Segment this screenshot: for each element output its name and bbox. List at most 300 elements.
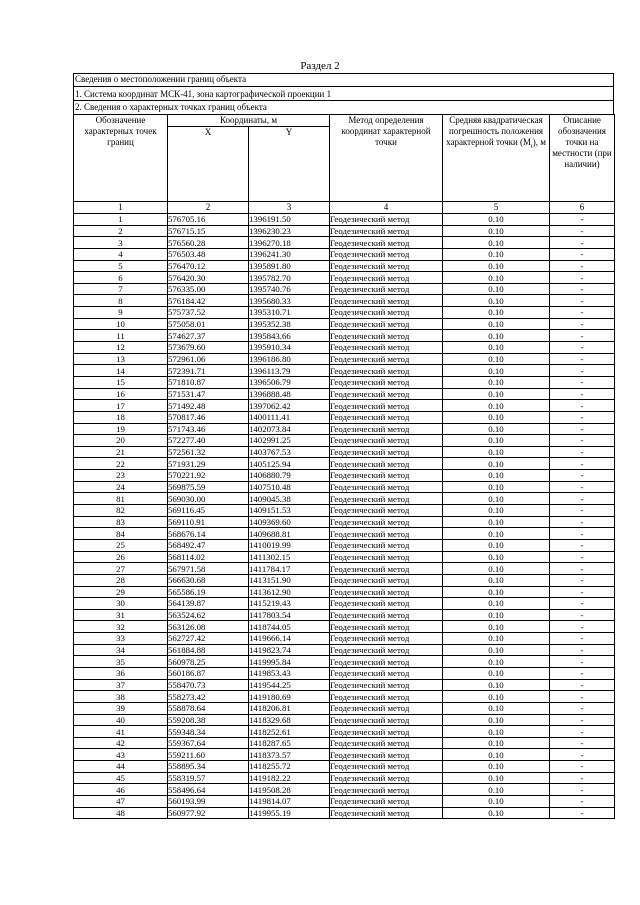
x-coordinate-cell: 560186.87: [168, 667, 249, 679]
table-row: [74, 574, 615, 586]
point-id-cell: 35: [74, 656, 168, 668]
y-coordinate-cell: 1397062.42: [249, 400, 330, 412]
method-cell: Геодезический метод: [330, 551, 443, 563]
method-cell: Геодезический метод: [330, 307, 443, 319]
x-coordinate-cell: 568114.02: [168, 551, 249, 563]
method-cell: Геодезический метод: [330, 376, 443, 388]
x-coordinate-cell: 576715.15: [168, 225, 249, 237]
y-coordinate-cell: 1418744.05: [249, 621, 330, 633]
error-cell: 0.10: [443, 656, 550, 668]
x-coordinate-cell: 576560.28: [168, 237, 249, 249]
table-row: [74, 796, 615, 808]
x-coordinate-cell: 576184.42: [168, 295, 249, 307]
table-row: [74, 633, 615, 645]
point-id-cell: 8: [74, 295, 168, 307]
error-cell: 0.10: [443, 493, 550, 505]
x-coordinate-cell: 574627.37: [168, 330, 249, 342]
table-row: [74, 516, 615, 528]
error-cell: 0.10: [443, 609, 550, 621]
error-cell: 0.10: [443, 563, 550, 575]
y-coordinate-cell: 1395740.76: [249, 283, 330, 295]
table-row: [74, 446, 615, 458]
description-cell: -: [550, 516, 615, 528]
y-coordinate-cell: 1395680.33: [249, 295, 330, 307]
point-id-cell: 32: [74, 621, 168, 633]
error-cell: 0.10: [443, 365, 550, 377]
description-cell: -: [550, 551, 615, 563]
x-coordinate-cell: 575058.01: [168, 318, 249, 330]
description-cell: -: [550, 446, 615, 458]
error-cell: 0.10: [443, 388, 550, 400]
error-header-text: Средняя квадратическая погрешность положения характерной точки (M: [446, 115, 544, 147]
method-cell: Геодезический метод: [330, 667, 443, 679]
error-cell: 0.10: [443, 644, 550, 656]
x-coordinate-cell: 558878.64: [168, 702, 249, 714]
description-cell: -: [550, 214, 615, 226]
y-coordinate-cell: 1409151.53: [249, 505, 330, 517]
table-row: [74, 598, 615, 610]
description-cell: -: [550, 458, 615, 470]
x-coordinate-cell: 572391.71: [168, 365, 249, 377]
table-row: [74, 214, 615, 226]
description-cell: -: [550, 633, 615, 645]
x-coordinate-cell: 559367.64: [168, 737, 249, 749]
point-id-cell: 3: [74, 237, 168, 249]
method-cell: Геодезический метод: [330, 633, 443, 645]
table-row: [74, 772, 615, 784]
y-coordinate-cell: 1396241.30: [249, 248, 330, 260]
error-cell: 0.10: [443, 761, 550, 773]
y-coordinate-cell: 1417803.54: [249, 609, 330, 621]
method-cell: Геодезический метод: [330, 365, 443, 377]
y-coordinate-cell: 1395352.38: [249, 318, 330, 330]
method-cell: Геодезический метод: [330, 539, 443, 551]
table-row: [74, 260, 615, 272]
table-row: [74, 307, 615, 319]
table-row: [74, 225, 615, 237]
point-id-cell: 81: [74, 493, 168, 505]
method-cell: Геодезический метод: [330, 248, 443, 260]
x-coordinate-cell: 573679.60: [168, 342, 249, 354]
x-coordinate-cell: 560978.25: [168, 656, 249, 668]
x-coordinate-cell: 576335.00: [168, 283, 249, 295]
method-cell: Геодезический метод: [330, 388, 443, 400]
error-cell: 0.10: [443, 481, 550, 493]
method-cell: Геодезический метод: [330, 691, 443, 703]
x-coordinate-cell: 558895.34: [168, 761, 249, 773]
error-cell: 0.10: [443, 726, 550, 738]
table-row: [74, 586, 615, 598]
point-id-cell: 20: [74, 435, 168, 447]
y-coordinate-cell: 1413612.90: [249, 586, 330, 598]
error-cell: 0.10: [443, 679, 550, 691]
x-coordinate-cell: 569875.59: [168, 481, 249, 493]
error-cell: 0.10: [443, 702, 550, 714]
point-id-cell: 42: [74, 737, 168, 749]
method-cell: Геодезический метод: [330, 505, 443, 517]
description-cell: -: [550, 307, 615, 319]
error-cell: 0.10: [443, 283, 550, 295]
error-cell: 0.10: [443, 214, 550, 226]
x-coordinate-cell: 558319.57: [168, 772, 249, 784]
col-number: 4: [330, 202, 443, 214]
x-coordinate-cell: 570221.92: [168, 470, 249, 482]
error-cell: 0.10: [443, 667, 550, 679]
method-cell: Геодезический метод: [330, 260, 443, 272]
y-coordinate-cell: 1411784.17: [249, 563, 330, 575]
method-cell: Геодезический метод: [330, 772, 443, 784]
x-coordinate-cell: 568492.47: [168, 539, 249, 551]
table-row: [74, 283, 615, 295]
col-number: 1: [74, 202, 168, 214]
description-cell: -: [550, 376, 615, 388]
y-coordinate-cell: 1395310.71: [249, 307, 330, 319]
y-coordinate-cell: 1418206.81: [249, 702, 330, 714]
description-cell: -: [550, 726, 615, 738]
error-cell: 0.10: [443, 807, 550, 819]
x-coordinate-cell: 559348.34: [168, 726, 249, 738]
y-coordinate-cell: 1418287.65: [249, 737, 330, 749]
table-row: [74, 737, 615, 749]
method-cell: Геодезический метод: [330, 516, 443, 528]
header-coordinate-system: 1. Система координат МСК-41, зона картографической проекции 1: [73, 86, 614, 100]
table-row: [74, 691, 615, 703]
error-cell: 0.10: [443, 574, 550, 586]
x-coordinate-cell: 572277.40: [168, 435, 249, 447]
error-cell: 0.10: [443, 505, 550, 517]
error-cell: 0.10: [443, 796, 550, 808]
y-coordinate-cell: 1400111.41: [249, 411, 330, 423]
method-cell: Геодезический метод: [330, 481, 443, 493]
y-coordinate-cell: 1419995.84: [249, 656, 330, 668]
error-cell: 0.10: [443, 237, 550, 249]
table-row: [74, 365, 615, 377]
point-id-cell: 34: [74, 644, 168, 656]
table-row: [74, 726, 615, 738]
point-id-cell: 21: [74, 446, 168, 458]
description-cell: -: [550, 679, 615, 691]
point-id-cell: 5: [74, 260, 168, 272]
description-cell: -: [550, 563, 615, 575]
x-coordinate-cell: 560977.92: [168, 807, 249, 819]
method-cell: Геодезический метод: [330, 586, 443, 598]
method-cell: Геодезический метод: [330, 598, 443, 610]
x-coordinate-cell: 571531.47: [168, 388, 249, 400]
error-cell: 0.10: [443, 539, 550, 551]
table-row: [74, 667, 615, 679]
table-row: [74, 528, 615, 540]
x-coordinate-cell: 571743.46: [168, 423, 249, 435]
table-row: [74, 563, 615, 575]
point-id-cell: 17: [74, 400, 168, 412]
header-characteristic-points: 2. Сведения о характерных точках границ объекта: [73, 100, 614, 114]
table-row: [74, 749, 615, 761]
y-coordinate-cell: 1419508.28: [249, 784, 330, 796]
point-id-cell: 45: [74, 772, 168, 784]
header-boundary-info: Сведения о местоположении границ объекта: [73, 73, 614, 86]
description-cell: -: [550, 283, 615, 295]
point-id-cell: 10: [74, 318, 168, 330]
table-row: [74, 784, 615, 796]
table-row: [74, 609, 615, 621]
table-row: [74, 295, 615, 307]
point-id-cell: 36: [74, 667, 168, 679]
col-coordinates-header: Координаты, м: [168, 115, 330, 127]
y-coordinate-cell: 1396506.79: [249, 376, 330, 388]
method-cell: Геодезический метод: [330, 737, 443, 749]
col-number: 5: [443, 202, 550, 214]
table-row: [74, 807, 615, 819]
x-coordinate-cell: 571810.87: [168, 376, 249, 388]
method-cell: Геодезический метод: [330, 574, 443, 586]
table-row: [74, 551, 615, 563]
table-row: [74, 411, 615, 423]
error-cell: 0.10: [443, 411, 550, 423]
col-error-header: [443, 115, 550, 202]
error-cell: 0.10: [443, 342, 550, 354]
method-cell: Геодезический метод: [330, 423, 443, 435]
method-cell: Геодезический метод: [330, 726, 443, 738]
point-id-cell: 44: [74, 761, 168, 773]
point-id-cell: 6: [74, 272, 168, 284]
method-cell: Геодезический метод: [330, 353, 443, 365]
description-cell: -: [550, 400, 615, 412]
y-coordinate-cell: 1407510.48: [249, 481, 330, 493]
point-id-cell: 38: [74, 691, 168, 703]
x-coordinate-cell: 563524.62: [168, 609, 249, 621]
description-cell: -: [550, 493, 615, 505]
point-id-cell: 47: [74, 796, 168, 808]
method-cell: Геодезический метод: [330, 342, 443, 354]
description-cell: -: [550, 702, 615, 714]
y-coordinate-cell: 1395891.80: [249, 260, 330, 272]
error-cell: 0.10: [443, 772, 550, 784]
method-cell: Геодезический метод: [330, 493, 443, 505]
col-number: 2: [168, 202, 249, 214]
description-cell: -: [550, 539, 615, 551]
table-row: [74, 493, 615, 505]
col-description-header: Описание обозначения точки на местности (при наличии): [550, 115, 615, 202]
y-coordinate-cell: 1418373.57: [249, 749, 330, 761]
y-coordinate-cell: 1396191.50: [249, 214, 330, 226]
y-coordinate-cell: 1418255.72: [249, 761, 330, 773]
x-coordinate-cell: 571492.48: [168, 400, 249, 412]
y-coordinate-cell: 1396113.79: [249, 365, 330, 377]
method-cell: Геодезический метод: [330, 458, 443, 470]
y-coordinate-cell: 1396270.18: [249, 237, 330, 249]
table-row: [74, 272, 615, 284]
method-cell: Геодезический метод: [330, 400, 443, 412]
point-id-cell: 26: [74, 551, 168, 563]
table-row: [74, 342, 615, 354]
method-cell: Геодезический метод: [330, 318, 443, 330]
x-coordinate-cell: 572561.32: [168, 446, 249, 458]
description-cell: -: [550, 784, 615, 796]
point-id-cell: 4: [74, 248, 168, 260]
x-coordinate-cell: 570817.46: [168, 411, 249, 423]
description-cell: -: [550, 481, 615, 493]
error-header-subscript: t: [531, 143, 533, 150]
point-id-cell: 23: [74, 470, 168, 482]
method-cell: Геодезический метод: [330, 470, 443, 482]
description-cell: -: [550, 225, 615, 237]
x-coordinate-cell: 576705.16: [168, 214, 249, 226]
point-id-cell: 41: [74, 726, 168, 738]
method-cell: Геодезический метод: [330, 609, 443, 621]
y-coordinate-cell: 1395843.66: [249, 330, 330, 342]
table-row: [74, 423, 615, 435]
x-coordinate-cell: 565586.19: [168, 586, 249, 598]
points-table-body: [74, 214, 615, 819]
table-row: [74, 621, 615, 633]
method-cell: Геодезический метод: [330, 796, 443, 808]
y-coordinate-cell: 1403767.53: [249, 446, 330, 458]
error-cell: 0.10: [443, 353, 550, 365]
y-coordinate-cell: 1395782.70: [249, 272, 330, 284]
x-coordinate-cell: 558496.64: [168, 784, 249, 796]
error-cell: 0.10: [443, 516, 550, 528]
error-cell: 0.10: [443, 376, 550, 388]
method-cell: Геодезический метод: [330, 528, 443, 540]
col-number: 3: [249, 202, 330, 214]
point-id-cell: 2: [74, 225, 168, 237]
error-cell: 0.10: [443, 470, 550, 482]
description-cell: -: [550, 272, 615, 284]
method-cell: Геодезический метод: [330, 563, 443, 575]
table-row: [74, 714, 615, 726]
point-id-cell: 13: [74, 353, 168, 365]
x-coordinate-cell: 558470.73: [168, 679, 249, 691]
x-coordinate-cell: 576470.12: [168, 260, 249, 272]
method-cell: Геодезический метод: [330, 761, 443, 773]
error-cell: 0.10: [443, 633, 550, 645]
x-coordinate-cell: 564139.87: [168, 598, 249, 610]
point-id-cell: 1: [74, 214, 168, 226]
error-cell: 0.10: [443, 330, 550, 342]
y-coordinate-cell: 1395910.34: [249, 342, 330, 354]
y-coordinate-cell: 1419666.14: [249, 633, 330, 645]
method-cell: Геодезический метод: [330, 225, 443, 237]
error-cell: 0.10: [443, 446, 550, 458]
point-id-cell: 40: [74, 714, 168, 726]
point-id-cell: 14: [74, 365, 168, 377]
table-row: [74, 470, 615, 482]
error-cell: 0.10: [443, 749, 550, 761]
x-coordinate-cell: 575737.52: [168, 307, 249, 319]
col-number: 6: [550, 202, 615, 214]
error-cell: 0.10: [443, 691, 550, 703]
y-coordinate-cell: 1419814.07: [249, 796, 330, 808]
method-cell: Геодезический метод: [330, 621, 443, 633]
table-row: [74, 505, 615, 517]
error-cell: 0.10: [443, 621, 550, 633]
description-cell: -: [550, 796, 615, 808]
point-id-cell: 16: [74, 388, 168, 400]
x-coordinate-cell: 569110.91: [168, 516, 249, 528]
method-cell: Геодезический метод: [330, 295, 443, 307]
y-coordinate-cell: 1419955.19: [249, 807, 330, 819]
col-y-header: Y: [249, 127, 330, 202]
x-coordinate-cell: 561884.88: [168, 644, 249, 656]
y-coordinate-cell: 1410019.99: [249, 539, 330, 551]
method-cell: Геодезический метод: [330, 714, 443, 726]
x-coordinate-cell: 566630.68: [168, 574, 249, 586]
point-id-cell: 83: [74, 516, 168, 528]
error-cell: 0.10: [443, 435, 550, 447]
y-coordinate-cell: 1409369.60: [249, 516, 330, 528]
method-cell: Геодезический метод: [330, 446, 443, 458]
y-coordinate-cell: 1402073.84: [249, 423, 330, 435]
y-coordinate-cell: 1419853.43: [249, 667, 330, 679]
description-cell: -: [550, 621, 615, 633]
point-id-cell: 28: [74, 574, 168, 586]
y-coordinate-cell: 1409688.81: [249, 528, 330, 540]
description-cell: -: [550, 260, 615, 272]
y-coordinate-cell: 1406880.79: [249, 470, 330, 482]
method-cell: Геодезический метод: [330, 214, 443, 226]
point-id-cell: 46: [74, 784, 168, 796]
y-coordinate-cell: 1396186.80: [249, 353, 330, 365]
point-id-cell: 37: [74, 679, 168, 691]
x-coordinate-cell: 572961.06: [168, 353, 249, 365]
error-cell: 0.10: [443, 295, 550, 307]
point-id-cell: 27: [74, 563, 168, 575]
error-cell: 0.10: [443, 458, 550, 470]
point-id-cell: 12: [74, 342, 168, 354]
description-cell: -: [550, 772, 615, 784]
description-cell: -: [550, 295, 615, 307]
point-id-cell: 31: [74, 609, 168, 621]
point-id-cell: 18: [74, 411, 168, 423]
point-id-cell: 30: [74, 598, 168, 610]
description-cell: -: [550, 644, 615, 656]
description-cell: -: [550, 248, 615, 260]
table-row: [74, 679, 615, 691]
error-cell: 0.10: [443, 586, 550, 598]
error-cell: 0.10: [443, 551, 550, 563]
point-id-cell: 29: [74, 586, 168, 598]
method-cell: Геодезический метод: [330, 272, 443, 284]
table-row: [74, 388, 615, 400]
method-cell: Геодезический метод: [330, 749, 443, 761]
description-cell: -: [550, 749, 615, 761]
col-x-header: X: [168, 127, 249, 202]
point-id-cell: 19: [74, 423, 168, 435]
y-coordinate-cell: 1415219.43: [249, 598, 330, 610]
error-cell: 0.10: [443, 307, 550, 319]
error-cell: 0.10: [443, 423, 550, 435]
y-coordinate-cell: 1396888.48: [249, 388, 330, 400]
error-cell: 0.10: [443, 260, 550, 272]
method-cell: Геодезический метод: [330, 702, 443, 714]
point-id-cell: 9: [74, 307, 168, 319]
table-row: [74, 481, 615, 493]
description-cell: -: [550, 667, 615, 679]
y-coordinate-cell: 1418329.68: [249, 714, 330, 726]
y-coordinate-cell: 1413151.90: [249, 574, 330, 586]
x-coordinate-cell: 571931.29: [168, 458, 249, 470]
method-cell: Геодезический метод: [330, 411, 443, 423]
error-cell: 0.10: [443, 318, 550, 330]
method-cell: Геодезический метод: [330, 656, 443, 668]
description-cell: -: [550, 423, 615, 435]
table-row: [74, 376, 615, 388]
y-coordinate-cell: 1419182.22: [249, 772, 330, 784]
description-cell: -: [550, 807, 615, 819]
table-row: [74, 330, 615, 342]
x-coordinate-cell: 576420.30: [168, 272, 249, 284]
method-cell: Геодезический метод: [330, 237, 443, 249]
